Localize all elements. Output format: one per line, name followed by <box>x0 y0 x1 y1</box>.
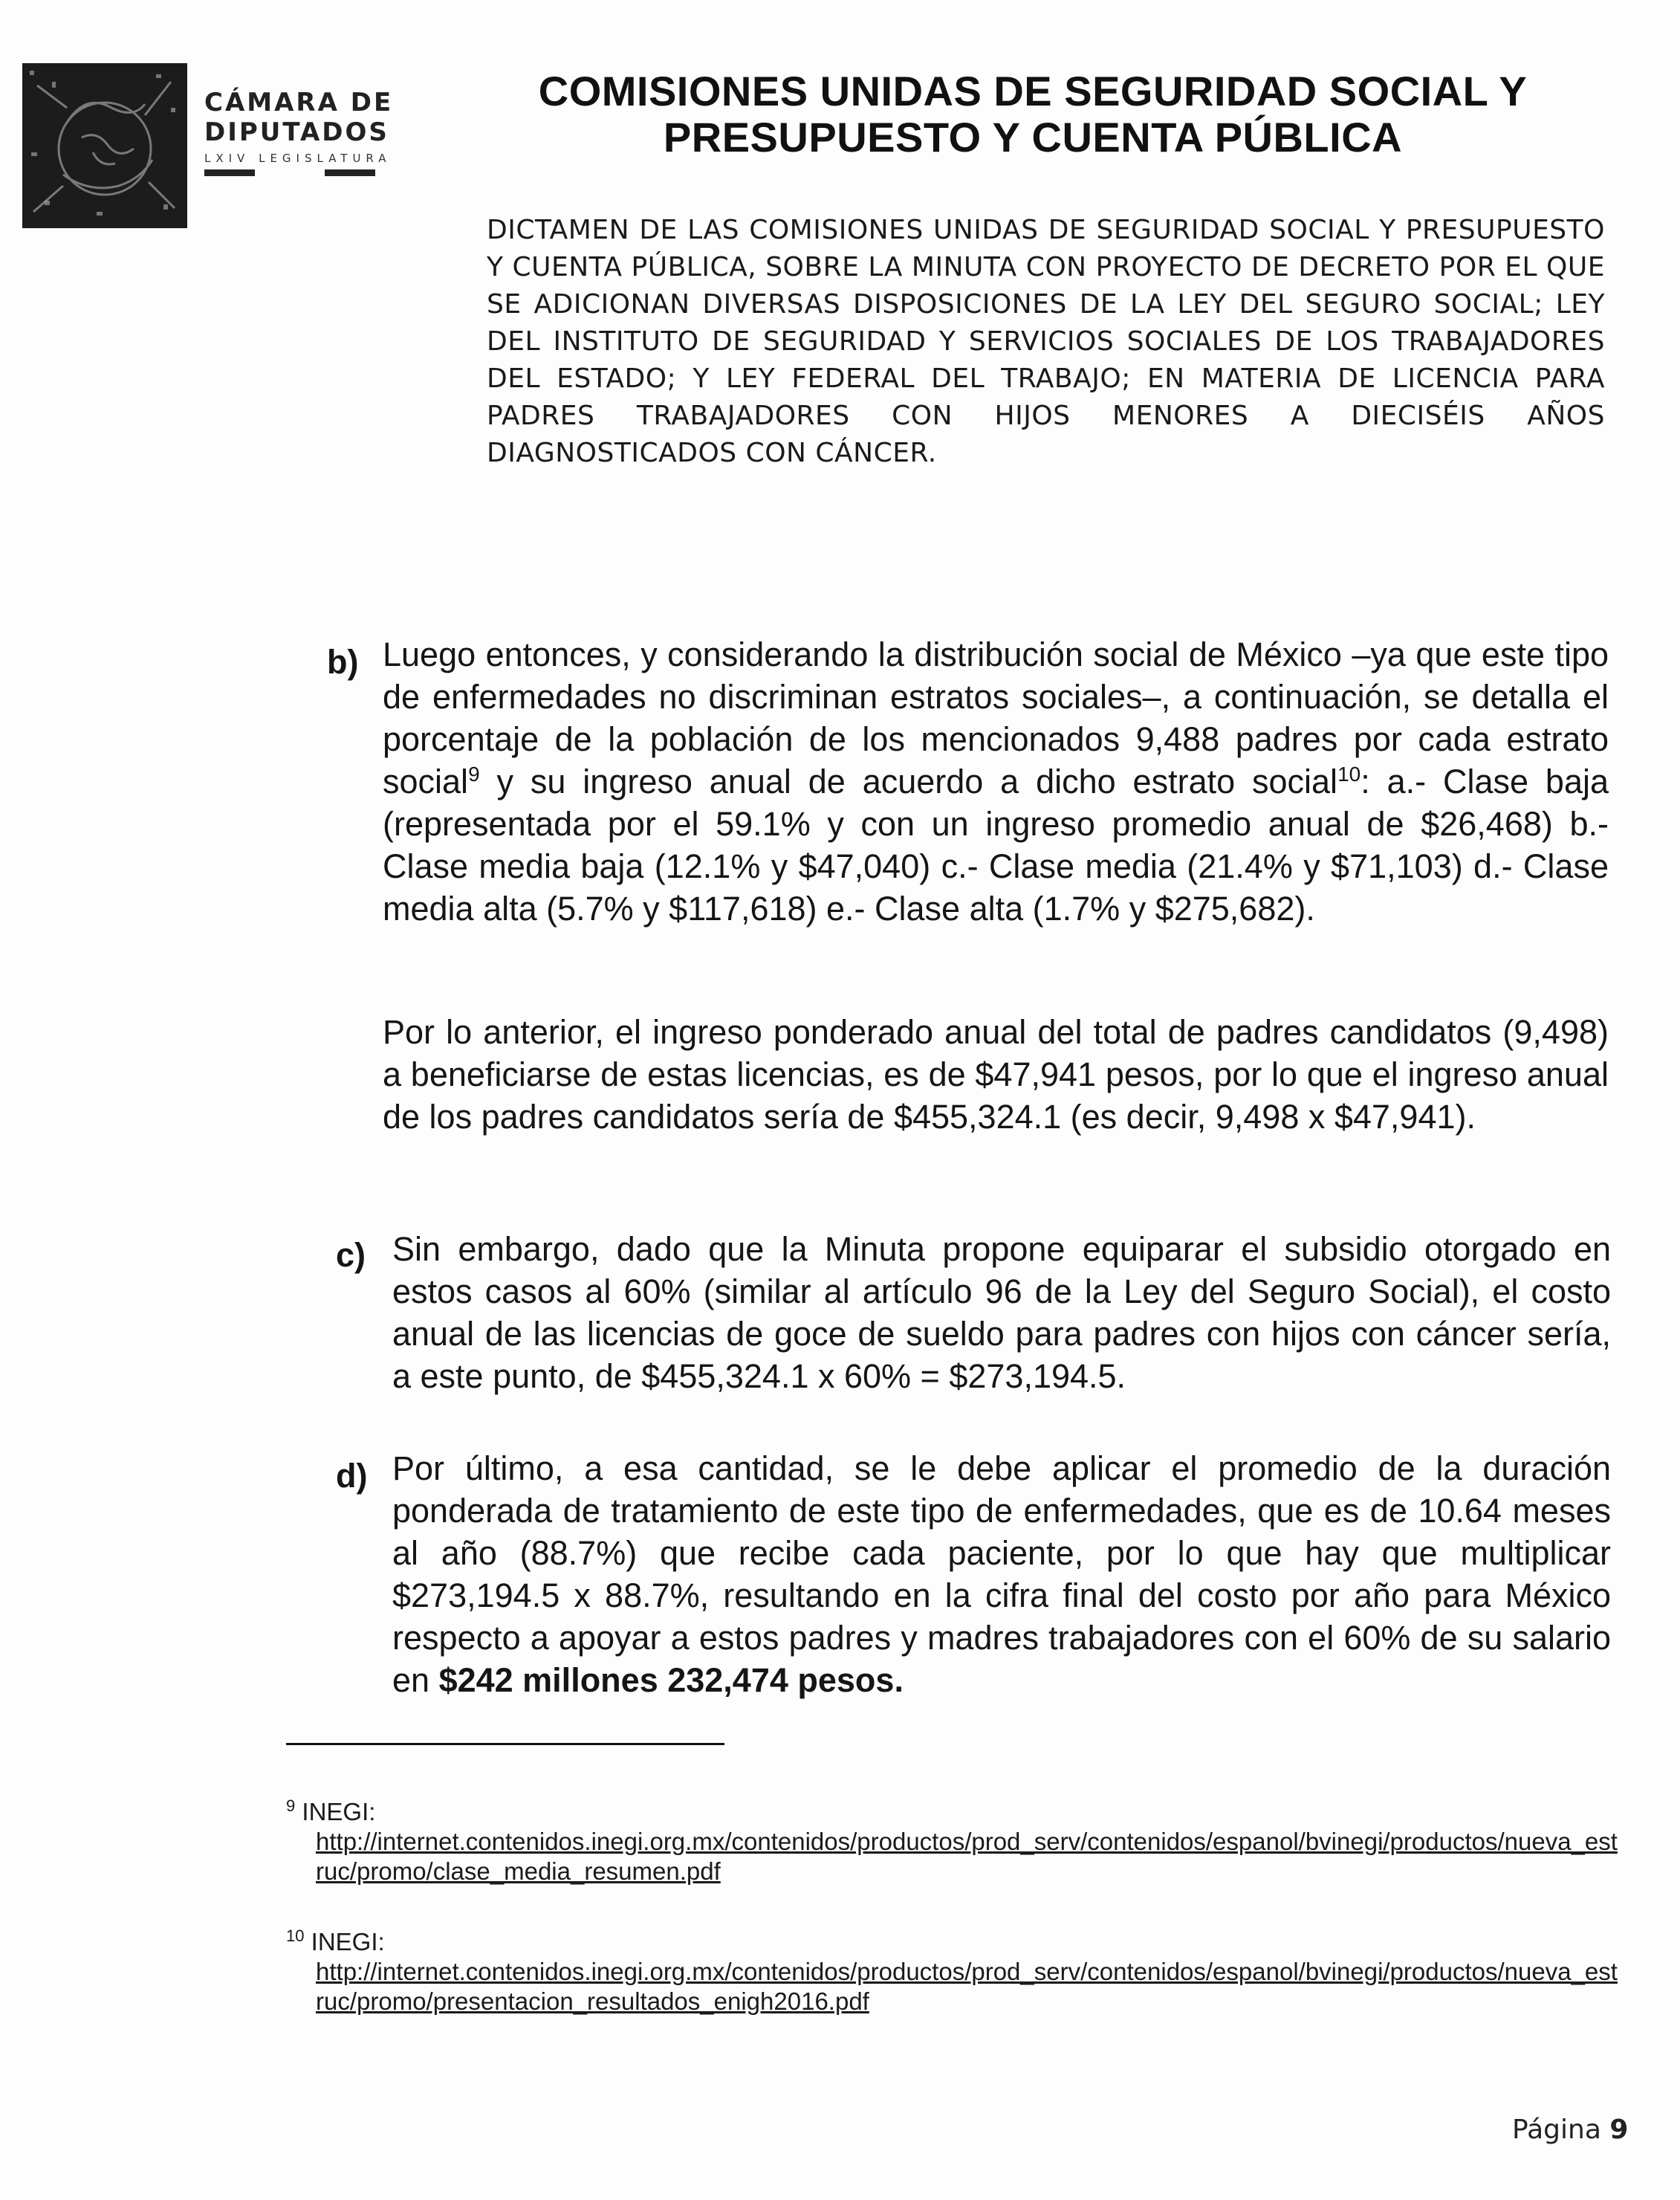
item-b-label: b) <box>327 643 359 681</box>
coat-of-arms-logo <box>22 63 187 228</box>
footnote-10-head <box>286 1921 1624 1957</box>
page-title <box>446 68 1620 161</box>
footnote-10-source: INEGI: <box>311 1928 385 1955</box>
footnote-9 <box>286 1791 1624 1886</box>
title-line-2: PRESUPUESTO Y CUENTA PÚBLICA <box>663 114 1403 161</box>
title-line-1: COMISIONES UNIDAS DE SEGURIDAD SOCIAL Y <box>538 68 1528 114</box>
footnote-10-link[interactable]: http://internet.contenidos.inegi.org.mx/contenidos/productos/prod_serv/contenidos/espanol/bvinegi/productos/nueva_estruc/promo/presentacion_resultados_enigh2016.pdf <box>316 1958 1618 2015</box>
item-c-text: Sin embargo, dado que la Minuta propone equiparar el subsidio otorgado en estos casos al 60% (similar al artículo 96 de la Ley del Seguro Social), el costo anual de las licencias de goce de sueldo para padres con hijos con cáncer sería, a este punto, de $455,324.1 x 60% = $273,194.5. <box>392 1230 1611 1395</box>
item-d-total-amount: $242 millones 232,474 pesos. <box>438 1661 904 1699</box>
item-d-text <box>392 1447 1611 1701</box>
item-c-label: c) <box>336 1236 366 1274</box>
item-b-text-part2: y su ingreso anual de acuerdo a dicho estrato social <box>479 763 1338 800</box>
page-number <box>1512 2115 1628 2145</box>
item-d-text-body: Por último, a esa cantidad, se le debe aplicar el promedio de la duración ponderada de tratamiento de este tipo de enfermedades, que es de 10.64 meses al año (88.7%) que recibe cada paciente, por lo que hay que multiplicar $273,194.5 x 88.7%, resultando en la cifra final del costo por año para México respecto a apoyar a estos padres y madres trabajadores con el 60% de su salario en <box>392 1449 1611 1699</box>
footnote-10-number: 10 <box>286 1926 305 1945</box>
dictamen-heading: DICTAMEN DE LAS COMISIONES UNIDAS DE SEGURIDAD SOCIAL Y PRESUPUESTO Y CUENTA PÚBLICA, SOBRE LA MINUTA CON PROYECTO DE DECRETO POR EL QUE SE ADICIONAN DIVERSAS DISPOSICIONES DE LA LEY DEL SEGURO SOCIAL; LEY DEL INSTITUTO DE SEGURIDAD Y SERVICIOS SOCIALES DE LOS TRABAJADORES DEL ESTADO; Y LEY FEDERAL DEL TRABAJO; EN MATERIA DE LICENCIA PARA PADRES TRABAJADORES CON HIJOS MENORES A DIECISÉIS AÑOS DIAGNOSTICADOS CON CÁNCER. <box>487 215 1605 468</box>
footnote-ref-9: 9 <box>468 763 480 786</box>
chamber-logo-text <box>204 88 393 176</box>
logo-underline-bars <box>204 169 375 176</box>
footnote-10 <box>286 1921 1624 2016</box>
footnote-ref-10: 10 <box>1337 763 1361 786</box>
logo-line-legislatura: LXIV LEGISLATURA <box>204 152 392 165</box>
eagle-emblem-icon <box>22 63 187 228</box>
item-b-text-part3: : a.- Clase baja (representada por el 59.1% y con un ingreso promedio anual de $26,468) b.- Clase media baja (12.1% y $47,040) c.- Clase media (21.4% y $71,103) d.- Clase media alta (5.7% y $117,618) e.- Clase alta (1.7% y $275,682). <box>383 763 1609 928</box>
item-d-label: d) <box>336 1457 368 1495</box>
footnote-9-number: 9 <box>286 1796 296 1815</box>
item-b-paragraph-2: Por lo anterior, el ingreso ponderado anual del total de padres candidatos (9,498) a beneficiarse de estas licencias, es de $47,941 pesos, por lo que el ingreso anual de los padres candidatos sería de $455,324.1 (es decir, 9,498 x $47,941). <box>383 1013 1609 1136</box>
logo-line-camara: CÁMARA DE <box>204 88 394 117</box>
item-b-text <box>383 633 1609 930</box>
page-label: Página <box>1512 2115 1601 2145</box>
item-b-text-part1: Luego entonces, y considerando la distribución social de México –ya que este tipo de enfermedades no discriminan estratos sociales–, a continuación, se detalla el porcentaje de la población de los mencionados 9,488 padres por cada estrato social <box>383 635 1609 800</box>
footnote-separator <box>286 1743 724 1745</box>
footnote-9-head <box>286 1791 1624 1827</box>
logo-line-diputados: DIPUTADOS <box>204 117 389 147</box>
page-number-value: 9 <box>1609 2115 1629 2145</box>
footnote-9-link[interactable]: http://internet.contenidos.inegi.org.mx/contenidos/productos/prod_serv/contenidos/espanol/bvinegi/productos/nueva_estruc/promo/clase_media_resumen.pdf <box>316 1828 1618 1885</box>
footnote-9-source: INEGI: <box>302 1798 376 1825</box>
